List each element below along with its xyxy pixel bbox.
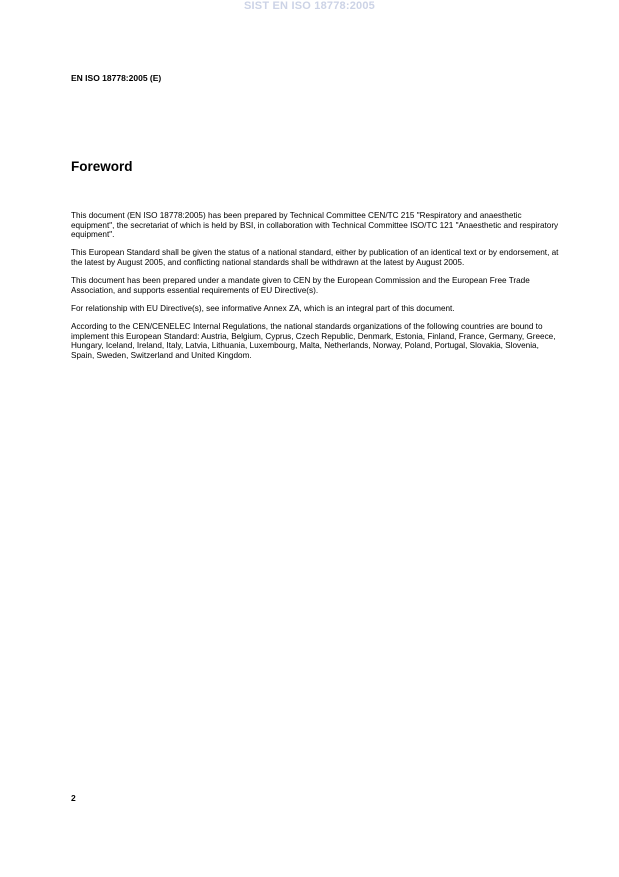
watermark: SIST EN ISO 18778:2005 — [244, 0, 375, 12]
page-number: 2 — [71, 793, 76, 803]
paragraph-regulations: According to the CEN/CENELEC Internal Regulations, the national standards organizations of the following countries are bound to implement this European Standard: Austria, Belgium, Cyprus, Czech Republic, Denmark, Estonia, Finland, France, Germany, Greece, Hungary, Iceland, Ireland, Italy, Latvia, Lithuania, Luxembourg, Malta, Netherlands, Norway, Poland, Portugal, Slovakia, Slovenia, Spain, Sweden, Switzerland and United Kingdom. — [71, 322, 556, 360]
document-header: EN ISO 18778:2005 (E) — [71, 73, 162, 83]
foreword-body — [71, 211, 563, 369]
paragraph-relationship: For relationship with EU Directive(s), see informative Annex ZA, which is an integral part of this document. — [71, 303, 455, 313]
paragraph-status: This European Standard shall be given the status of a national standard, either by publication of an identical text or by endorsement, at the latest by August 2005, and conflicting national standards shall be withdrawn at the latest by August 2005. — [71, 248, 559, 267]
paragraph-mandate: This document has been prepared under a mandate given to CEN by the European Commission and the European Free Trade Association, and supports essential requirements of EU Directive(s). — [71, 276, 530, 295]
paragraph-prepared-by: This document (EN ISO 18778:2005) has been prepared by Technical Committee CEN/TC 215 "Respiratory and anaesthetic equipment", the secretariat of which is held by BSI, in collaboration with Technical Committee ISO/TC 121 "Anaesthetic and respiratory equipment". — [71, 211, 559, 240]
section-title: Foreword — [71, 159, 133, 174]
